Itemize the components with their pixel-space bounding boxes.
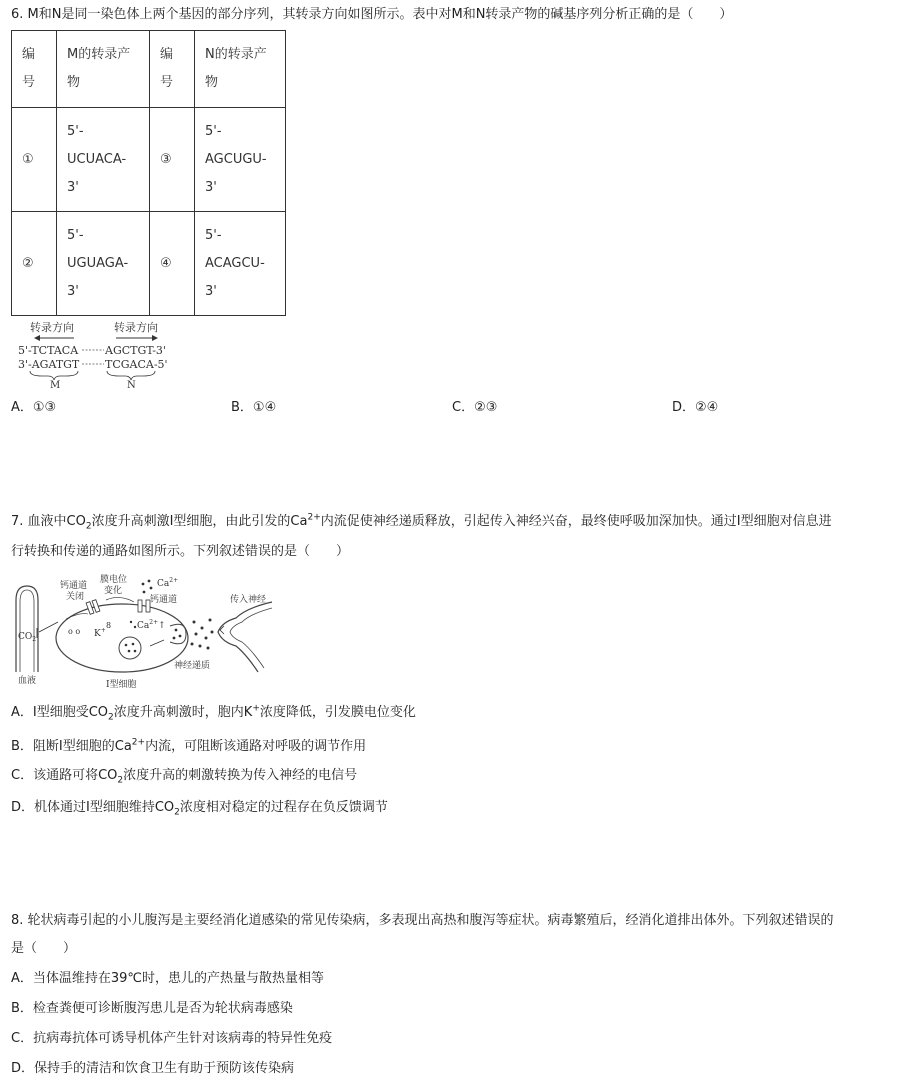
table-cell: 5'- AGCUGU- 3' — [195, 108, 286, 212]
table-header-row — [12, 31, 286, 108]
ca-inner-label: $Ca^{2+}↑$ — [137, 619, 166, 631]
brace-n — [107, 371, 155, 380]
q6-gene-figure — [12, 318, 182, 390]
q7-option-d[interactable]: D．机体通过I型细胞维持$CO_2$浓度相对稳定的过程存在负反馈调节 — [11, 800, 388, 818]
q8-option-d[interactable]: D．保持手的清洁和饮食卫生有助于预防该传染病 — [11, 1061, 295, 1076]
cell-label: I型细胞 — [106, 680, 137, 690]
q7-stem-line2: 行转换和传递的通路如图所示。下列叙述错误的是（ ） — [11, 544, 350, 559]
q7-stem: 7. 血液中$CO_2$浓度升高刺激I型细胞，由此引发的$Ca^{2+}$内流促使神经递质释放，引起传入神经兴奋，最终使呼吸加深加快。通过I型细胞对信息进 — [11, 512, 832, 532]
seq-bottom-m: 3'-AGATGT — [18, 358, 80, 371]
q8-stem: 8. 轮状病毒引起的小儿腹泻是主要经消化道感染的常见传染病，多表现出高热和腹泻等症状。病毒繁殖后，经消化道排出体外。下列叙述错误的 — [11, 913, 834, 928]
seq-top-m: 5'-TCTACA — [18, 344, 79, 357]
q7-option-c[interactable]: C．该通路可将$CO_2$浓度升高的刺激转换为传入神经的电信号 — [11, 768, 358, 786]
seq-top-n: AGCTGT-3' — [105, 344, 166, 357]
membrane-change-label: 膜电位变化 — [100, 575, 128, 596]
table-row — [12, 212, 286, 316]
header-cell: 编 号 — [150, 31, 195, 108]
q6-stem: 6. M和N是同一染色体上两个基因的部分序列，其转录方向如图所示。表中对M和N转录产物的碱基序列分析正确的是（ ） — [11, 7, 733, 22]
brace-m — [30, 371, 78, 380]
label-n: N — [127, 380, 136, 390]
direction-label-m: 转录方向 — [30, 321, 74, 334]
header-cell: M的转录产 物 — [57, 31, 150, 108]
blood-label: 血液 — [18, 676, 37, 686]
q7-option-a[interactable]: A．I型细胞受$CO_2$浓度升高刺激时，胞内K+浓度降低，引发膜电位变化 — [11, 703, 416, 723]
afferent-nerve-label: 传入神经 — [230, 595, 267, 605]
table-cell: 5'- ACAGCU- 3' — [195, 212, 286, 316]
arrow-right-icon — [150, 640, 164, 646]
svg-text:8: 8 — [106, 621, 112, 630]
q8-option-a[interactable]: A．当体温维持在39℃时，患儿的产热量与散热量相等 — [11, 971, 325, 986]
arrow-left-icon — [34, 335, 74, 341]
q6-option-b[interactable]: B．①④ — [231, 400, 277, 415]
header-cell: N的转录产 物 — [195, 31, 286, 108]
ca-ion-label: $Ca^{2+}$ — [157, 577, 179, 589]
table-cell: ② — [12, 212, 57, 316]
q6-table — [11, 30, 286, 316]
type-i-cell — [56, 604, 188, 672]
ca-channel-closed-label: 钙通道关闭 — [60, 581, 88, 602]
table-cell: 5'- UGUAGA- 3' — [57, 212, 150, 316]
table-cell: ④ — [150, 212, 195, 316]
seq-bottom-n: TCGACA-5' — [105, 358, 168, 371]
q6-option-c[interactable]: C．②③ — [452, 400, 498, 415]
q8-option-b[interactable]: B．检查粪便可诊断腹泻患儿是否为轮状病毒感染 — [11, 1001, 293, 1016]
neurotransmitter-label: 神经递质 — [174, 661, 211, 671]
co2-label: $CO_2$ — [18, 632, 37, 643]
table-cell: ③ — [150, 108, 195, 212]
table-cell: 5'- UCUACA- 3' — [57, 108, 150, 212]
arrow-right-icon — [116, 335, 158, 341]
q6-option-a[interactable]: A．①③ — [11, 400, 57, 415]
table-row — [12, 108, 286, 212]
q8-stem-line2: 是（ ） — [11, 941, 77, 956]
q8-option-c[interactable]: C．抗病毒抗体可诱导机体产生针对该病毒的特异性免疫 — [11, 1031, 333, 1046]
q7-option-b[interactable]: B．阻断I型细胞的$Ca^{2+}$内流，可阻断该通路对呼吸的调节作用 — [11, 737, 367, 754]
ca-channel-label: 钙通道 — [150, 595, 178, 605]
label-m: M — [50, 380, 61, 390]
blood-vessel — [16, 586, 38, 672]
q7-cell-figure — [10, 572, 280, 692]
k-label: K+ — [94, 627, 106, 639]
svg-text:o o: o o — [68, 627, 81, 636]
nucleus — [119, 637, 141, 659]
afferent-nerve — [218, 602, 272, 672]
arrow-right-icon — [39, 622, 58, 632]
direction-label-n: 转录方向 — [114, 321, 158, 334]
q6-option-d[interactable]: D．②④ — [672, 400, 719, 415]
table-cell: ① — [12, 108, 57, 212]
header-cell: 编 号 — [12, 31, 57, 108]
arrow-curve — [106, 597, 134, 602]
